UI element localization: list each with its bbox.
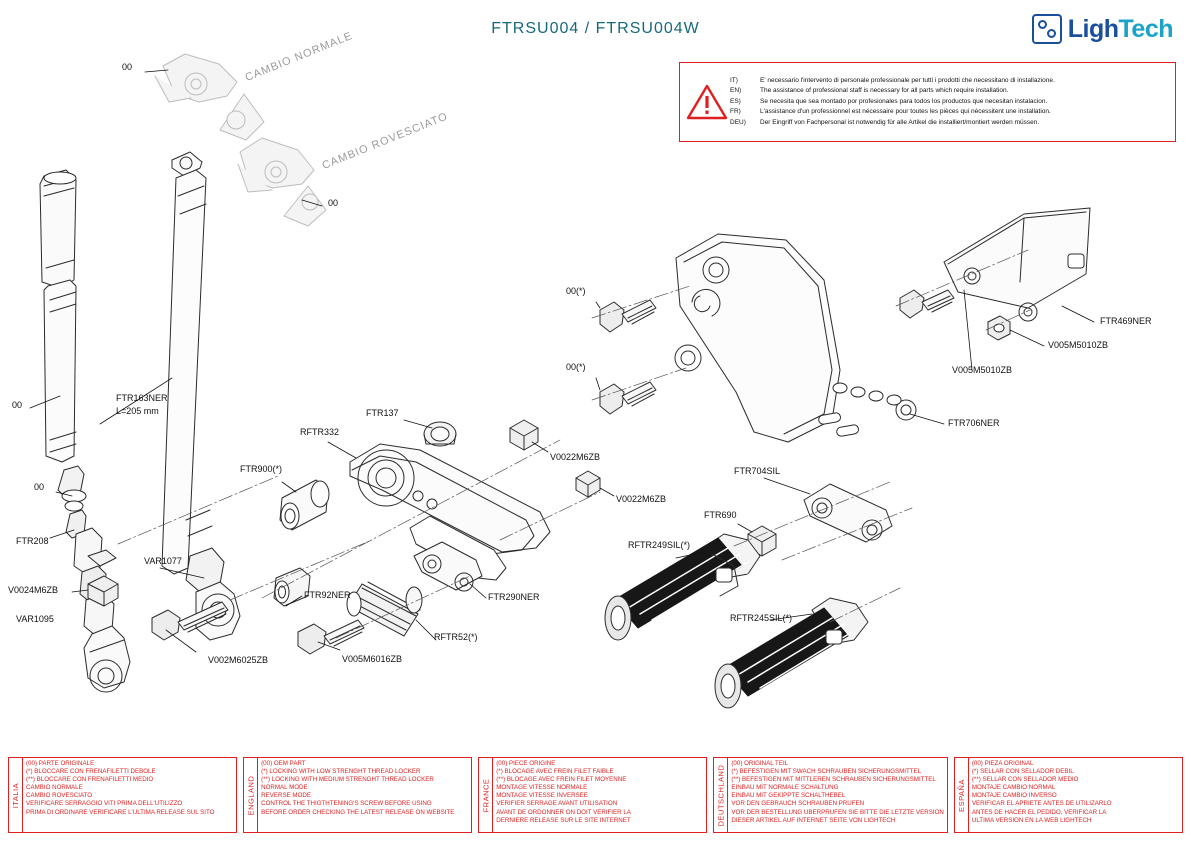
legend-line: DERNIERE RELEASE SUR LE SITE INTERNET bbox=[496, 816, 631, 824]
legend-column-deutschland bbox=[713, 757, 947, 833]
label-FTR704SIL: FTR704SIL bbox=[734, 466, 781, 476]
legend-column-england bbox=[243, 757, 472, 833]
legend-strip bbox=[8, 757, 1183, 833]
warning-text-en: The assistance of professional staff is necessary for all parts which require installation. bbox=[760, 87, 1009, 95]
legend-line: (*) LOCKING WITH LOW STRENGHT THREAD LOCKER bbox=[261, 768, 421, 776]
label-RFTR332: RFTR332 bbox=[300, 427, 340, 437]
legend-country-deutschland: DEUTSCHLAND bbox=[714, 758, 728, 832]
legend-line: VERIFICAR EL APRIETE ANTES DE UTILIZARLO bbox=[971, 800, 1112, 808]
page-title: FTRSU004 / FTRSU004W bbox=[491, 20, 700, 37]
legend-line: (00) ORIGINAL TEIL bbox=[731, 760, 789, 767]
legend-line: (**) BLOCCARE CON FRENAFILETTI MEDIO bbox=[26, 776, 154, 784]
legend-line: (00) PARTE ORIGINALE bbox=[26, 760, 95, 767]
legend-line: EINBAU MIT NORMALE SCHALTUNG bbox=[731, 784, 839, 792]
legend-country-france: FRANCE bbox=[479, 758, 493, 832]
legend-line: CAMBIO NORMALE bbox=[26, 784, 83, 792]
label-FTR92NER: FTR92NER bbox=[304, 590, 351, 600]
warning-code-fr: FR) bbox=[730, 108, 741, 116]
legend-line: REVERSE MODE bbox=[261, 792, 311, 800]
legend-line: DIESER ARTIKEL AUF INTERNET SEITE VON LIGHTECH bbox=[731, 816, 896, 824]
warning-code-en: EN) bbox=[730, 87, 742, 95]
legend-column-italia bbox=[8, 757, 237, 833]
legend-line: MONTAGE VITESSE NORMALE bbox=[496, 784, 588, 792]
legend-body-italia bbox=[23, 758, 236, 832]
label-FTR290NER: FTR290NER bbox=[488, 592, 540, 602]
legend-line: EINBAU MIT GEKIPPTE SCHALTHEBEL bbox=[731, 792, 846, 800]
legend-line: VOR DER BESTELLUNG ÜBERPRÜFEN SIE BITTE DIE LETZTE VERSION bbox=[731, 808, 944, 816]
legend-line: NORMAL MODE bbox=[261, 784, 308, 792]
legend-line: MONTAJE CAMBIO NORMAL bbox=[971, 784, 1056, 792]
warning-text-fr: L'assistance d'un professionnel est nécessaire pour toutes les pièces qui nécessitent une installation. bbox=[760, 108, 1051, 116]
label-V002M6025ZB: V002M6025ZB bbox=[208, 655, 269, 665]
installation-warning-box bbox=[679, 62, 1176, 142]
legend-line: VERIFICARE SERRAGGIO VITI PRIMA DELL'UTILIZZO bbox=[26, 800, 183, 808]
label-VAR1095: VAR1095 bbox=[16, 614, 54, 624]
legend-line: CONTROL THE THIGTHTENING'S SCREW BEFORE USING bbox=[261, 800, 432, 808]
legend-body-france bbox=[493, 758, 706, 832]
label-V005M5010ZB-b: V005M5010ZB bbox=[952, 365, 1013, 375]
legend-body-deutschland bbox=[728, 758, 946, 832]
label-FTR706NER: FTR706NER bbox=[948, 418, 1000, 428]
legend-line: PRIMA DI ORDINARE VERIFICARE L'ULTIMA RELEASE SUL SITO bbox=[26, 808, 215, 816]
legend-line: CAMBIO ROVESCIATO bbox=[26, 792, 93, 800]
label-FTR469NER: FTR469NER bbox=[1100, 316, 1152, 326]
legend-line: (00) OEM PART bbox=[261, 760, 306, 767]
label-V005M5010ZB-a: V005M5010ZB bbox=[1048, 340, 1109, 350]
warning-text-deu: Der Eingriff von Fachpersonal ist notwendig für alle Artikel die installiert/montiert werden müssen. bbox=[760, 118, 1040, 126]
label-RFTR245SIL: RFTR245SIL(*) bbox=[730, 613, 793, 623]
label-FTR163NER: FTR163NER bbox=[116, 393, 168, 403]
callout-00-d: 00 bbox=[34, 482, 45, 492]
warning-code-it: IT) bbox=[730, 76, 738, 84]
legend-body-espana bbox=[969, 758, 1182, 832]
callout-00-c: 00 bbox=[12, 400, 23, 410]
label-RFTR52: RFTR52(*) bbox=[434, 632, 478, 642]
callout-00-star-a: 00(*) bbox=[566, 286, 586, 296]
legend-line: AVANT DE ORDONNER ON DOIT VERIFIER LA bbox=[496, 808, 631, 816]
legend-line: (*) SELLAR CON SELLADOR DEBIL bbox=[971, 768, 1074, 776]
legend-line: (**) LOCKING WITH MEDIUM STRENGHT THREAD LOCKER bbox=[261, 776, 434, 784]
warning-text-es: Se necesita que sea montado por profesionales para todos los productos que necesitan instalacion. bbox=[760, 97, 1048, 105]
label-cambio-normale: CAMBIO NORMALE bbox=[243, 29, 355, 84]
callout-00-star-b: 00(*) bbox=[566, 362, 586, 372]
callout-00-b: 00 bbox=[328, 198, 339, 208]
label-V0024M6ZB: V0024M6ZB bbox=[8, 585, 59, 595]
legend-line: (**) SELLAR CON SELLADOR MEDIO bbox=[971, 776, 1079, 784]
label-cambio-rovesciato: CAMBIO ROVESCIATO bbox=[320, 110, 450, 172]
warning-code-deu: DEU) bbox=[730, 118, 746, 126]
legend-body-england bbox=[258, 758, 471, 832]
label-V0022M6ZB-b: V0022M6ZB bbox=[616, 494, 667, 504]
legend-line: (*) BLOCCARE CON FRENAFILETTI DEBOLE bbox=[26, 768, 156, 776]
legend-country-italia: ITALIA bbox=[9, 758, 23, 832]
legend-column-espana bbox=[954, 757, 1183, 833]
legend-line: ANTES DE HACER EL PEDIDO, VERIFICAR LA bbox=[971, 808, 1107, 816]
warning-text-it: E' necessario l'intervento di personale professionale per tutti i prodotti che necessitano di installazione. bbox=[760, 76, 1055, 84]
label-V005M6016ZB: V005M6016ZB bbox=[342, 654, 403, 664]
legend-line: (*) BEFESTIGEN MIT SWACH SCHRAUBEN SICHERUNGSMITTEL bbox=[731, 768, 922, 776]
label-RFTR249SIL: RFTR249SIL(*) bbox=[628, 540, 691, 550]
legend-column-france bbox=[478, 757, 707, 833]
warning-code-es: ES) bbox=[730, 97, 741, 105]
legend-line: (**) BEFESTIGEN MIT MITTLEREN SCHRAUBEN SICHERUNGSMITTEL bbox=[731, 776, 936, 784]
warning-text-block bbox=[730, 76, 1171, 128]
legend-line: VERIFIER SERRAGE AVANT UTILISATION bbox=[496, 800, 618, 808]
label-FTR900: FTR900(*) bbox=[240, 464, 283, 474]
label-FTR208: FTR208 bbox=[16, 536, 49, 546]
label-FTR137: FTR137 bbox=[366, 408, 399, 418]
legend-line: BEFORE ORDER CHECKING THE LATEST RELEASE ON WEBSITE bbox=[261, 808, 455, 816]
legend-line: (00) PIEZA ORIGINAL bbox=[971, 760, 1034, 767]
legend-line: VOR DEN GEBRAUCH SCHRAUBEN PRÜFEN bbox=[731, 800, 865, 808]
callout-00-a: 00 bbox=[122, 62, 133, 72]
label-FTR163NER-length: L=205 mm bbox=[116, 406, 159, 416]
legend-line: ULTIMA VERSION EN LA WEB LIGHTECH bbox=[971, 816, 1092, 824]
legend-line: MONTAJE CAMBIO INVERSO bbox=[971, 792, 1057, 800]
lightech-wordmark: LighTech bbox=[1067, 14, 1173, 43]
warning-triangle-icon bbox=[684, 83, 730, 121]
legend-line: (**) BLOCAGE AVEC FREIN FILET MOYENNE bbox=[496, 776, 627, 784]
legend-country-espana: ESPAÑA bbox=[955, 758, 969, 832]
legend-line: (00) PIECE ORIGINE bbox=[496, 760, 556, 767]
label-FTR690: FTR690 bbox=[704, 510, 737, 520]
label-VAR1077: VAR1077 bbox=[144, 556, 182, 566]
legend-country-england: ENGLAND bbox=[244, 758, 258, 832]
legend-line: (*) BLOCAGE AVEC FREIN FILET FAIBLE bbox=[496, 768, 614, 776]
legend-line: MONTAGE VITESSE INVERSEE bbox=[496, 792, 588, 800]
label-V0022M6ZB-a: V0022M6ZB bbox=[550, 452, 601, 462]
